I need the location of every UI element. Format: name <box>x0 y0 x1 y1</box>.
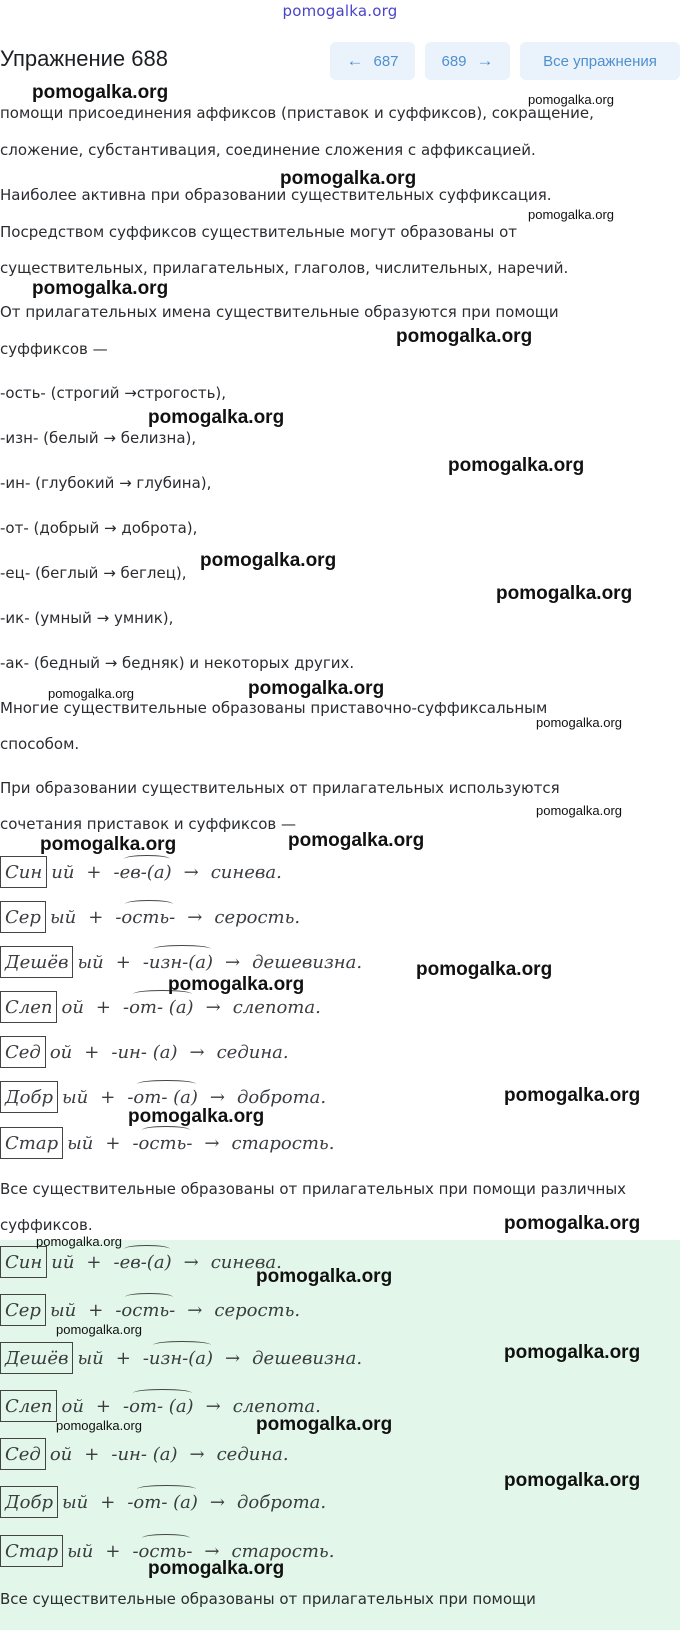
root-box: Стар <box>0 1127 63 1159</box>
answer-formula: Дешёв ый + -изн-(а) → дешевизна. <box>0 1342 362 1374</box>
watermark: pomogalka.org <box>396 326 533 347</box>
root-box: Сед <box>0 1438 46 1470</box>
root-box: Сед <box>0 1036 46 1068</box>
suffix-arch-icon <box>142 1534 190 1542</box>
morpheme-formula: Добр ый + -от- (а) → доброта. <box>0 1081 326 1113</box>
suffix: -ев-(а) <box>114 1252 172 1273</box>
watermark: pomogalka.org <box>504 1213 641 1234</box>
watermark: pomogalka.org <box>504 1470 641 1491</box>
answer-last-line: Все существительные образованы от прилагательных при помощи <box>0 1590 536 1608</box>
suffix: -изн-(а) <box>143 1348 213 1369</box>
root-box: Стар <box>0 1535 63 1567</box>
suffix-example: -ин- (глубокий → глубина), <box>0 474 212 492</box>
answer-formula: Слеп ой + -от- (а) → слепота. <box>0 1390 321 1422</box>
root-box: Сер <box>0 1294 46 1326</box>
suffix-arch-icon <box>137 1080 196 1088</box>
suffix-example: -ик- (умный → умник), <box>0 609 174 627</box>
watermark: pomogalka.org <box>40 834 177 855</box>
watermark: pomogalka.org <box>448 455 585 476</box>
suffix: -ость- <box>132 1541 192 1562</box>
suffix: -ин- (а) <box>111 1443 178 1465</box>
answer-formula: Стар ый + -ость- → старость. <box>0 1535 334 1567</box>
suffix: -от- (а) <box>123 997 194 1018</box>
watermark: pomogalka.org <box>56 1418 142 1433</box>
morpheme-formula: Син ий + -ев-(а) → синева. <box>0 856 282 888</box>
suffix: -ев-(а) <box>114 862 172 883</box>
page-title: Упражнение 688 <box>0 46 168 71</box>
root-box: Дешёв <box>0 1342 73 1374</box>
answer-formula: Сер ый + -ость- → серость. <box>0 1294 300 1326</box>
suffix: -ость- <box>132 1133 192 1154</box>
suffix: -от- (а) <box>123 1396 194 1417</box>
suffix-example: -изн- (белый → белизна), <box>0 429 197 447</box>
text-line: сочетания приставок и суффиксов — <box>0 815 297 833</box>
watermark: pomogalka.org <box>256 1414 393 1435</box>
text-line: При образовании существительных от прилагательных используются <box>0 779 560 797</box>
watermark: pomogalka.org <box>504 1085 641 1106</box>
watermark: pomogalka.org <box>504 1342 641 1363</box>
suffix-arch-icon <box>137 1485 196 1493</box>
suffix-example: -ак- (бедный → бедняк) и некоторых других. <box>0 654 355 672</box>
watermark: pomogalka.org <box>280 168 417 189</box>
root-box: Добр <box>0 1081 58 1113</box>
watermark: pomogalka.org <box>56 1322 142 1337</box>
text-line: сложение, субстантивация, соединение сложения с аффиксацией. <box>0 141 536 159</box>
suffix: -от- (а) <box>127 1087 198 1108</box>
root-box: Добр <box>0 1486 58 1518</box>
suffix-arch-icon <box>125 1293 173 1301</box>
watermark: pomogalka.org <box>128 1106 265 1127</box>
morpheme-formula: Сер ый + -ость- → серость. <box>0 901 300 933</box>
arrow-left-icon: ← <box>346 51 364 70</box>
answer-formula: Син ий + -ев-(а) → синева. <box>0 1246 282 1278</box>
morpheme-formula: Сед ой + -ин- (а) → седина. <box>0 1036 289 1068</box>
watermark: pomogalka.org <box>148 407 285 428</box>
watermark: pomogalka.org <box>200 550 337 571</box>
suffix-arch-icon <box>133 1389 192 1397</box>
prev-exercise-button[interactable] <box>330 42 415 80</box>
suffix: -от- (а) <box>127 1492 198 1513</box>
text-line: Наиболее активна при образовании существительных суффиксация. <box>0 186 552 204</box>
suffix-arch-icon <box>125 900 173 908</box>
arrow-right-icon: → <box>476 51 494 70</box>
watermark: pomogalka.org <box>256 1266 393 1287</box>
suffix: -ин- (а) <box>111 1041 178 1063</box>
suffix-arch-icon <box>153 945 211 953</box>
answer-formula: Сед ой + -ин- (а) → седина. <box>0 1438 289 1470</box>
root-box: Дешёв <box>0 946 73 978</box>
next-exercise-button[interactable] <box>425 42 510 80</box>
morpheme-formula: Дешёв ый + -изн-(а) → дешевизна. <box>0 946 362 978</box>
watermark: pomogalka.org <box>536 803 622 818</box>
watermark: pomogalka.org <box>248 678 385 699</box>
watermark: pomogalka.org <box>32 278 169 299</box>
suffix: -ость- <box>115 1300 175 1321</box>
watermark: pomogalka.org <box>48 686 134 701</box>
conclusion-line: суффиксов. <box>0 1216 93 1234</box>
text-line: Многие существительные образованы приставочно-суффиксальным <box>0 699 548 717</box>
watermark: pomogalka.org <box>288 830 425 851</box>
morpheme-formula: Стар ый + -ость- → старость. <box>0 1127 334 1159</box>
watermark: pomogalka.org <box>528 207 614 222</box>
root-box: Слеп <box>0 1390 57 1422</box>
next-exercise-label: 689 <box>441 52 467 70</box>
all-exercises-label: Все упражнения <box>543 52 657 70</box>
suffix-example: -от- (добрый → доброта), <box>0 519 198 537</box>
root-box: Слеп <box>0 991 57 1023</box>
all-exercises-button[interactable] <box>520 42 680 80</box>
text-line: способом. <box>0 735 80 753</box>
text-line: суффиксов — <box>0 340 108 358</box>
watermark: pomogalka.org <box>416 959 553 980</box>
morpheme-formula: Слеп ой + -от- (а) → слепота. <box>0 991 321 1023</box>
prev-exercise-label: 687 <box>373 52 399 70</box>
watermark: pomogalka.org <box>148 1558 285 1579</box>
text-line: От прилагательных имена существительные образуются при помощи <box>0 303 559 321</box>
suffix: -ость- <box>115 907 175 928</box>
suffix-example: -ость- (строгий →строгость), <box>0 384 227 402</box>
watermark: pomogalka.org <box>496 583 633 604</box>
watermark: pomogalka.org <box>36 1234 122 1249</box>
root-box: Сер <box>0 901 46 933</box>
suffix-arch-icon <box>124 1245 170 1253</box>
conclusion-line: Все существительные образованы от прилагательных при помощи различных <box>0 1180 627 1198</box>
answer-formula: Добр ый + -от- (а) → доброта. <box>0 1486 326 1518</box>
suffix-arch-icon <box>153 1341 211 1349</box>
root-box: Син <box>0 856 47 888</box>
text-line: существительных, прилагательных, глаголов, числительных, наречий. <box>0 259 569 277</box>
suffix: -изн-(а) <box>143 952 213 973</box>
text-line: Посредством суффиксов существительные могут образованы от <box>0 223 518 241</box>
suffix-example: -ец- (беглый → беглец), <box>0 564 187 582</box>
watermark: pomogalka.org <box>32 82 169 103</box>
site-logo[interactable]: pomogalka.org <box>282 2 398 20</box>
text-line: помощи присоединения аффиксов (приставок и суффиксов), сокращение, <box>0 104 594 122</box>
watermark: pomogalka.org <box>528 92 614 107</box>
watermark: pomogalka.org <box>536 715 622 730</box>
watermark: pomogalka.org <box>168 974 305 995</box>
root-box: Син <box>0 1246 47 1278</box>
